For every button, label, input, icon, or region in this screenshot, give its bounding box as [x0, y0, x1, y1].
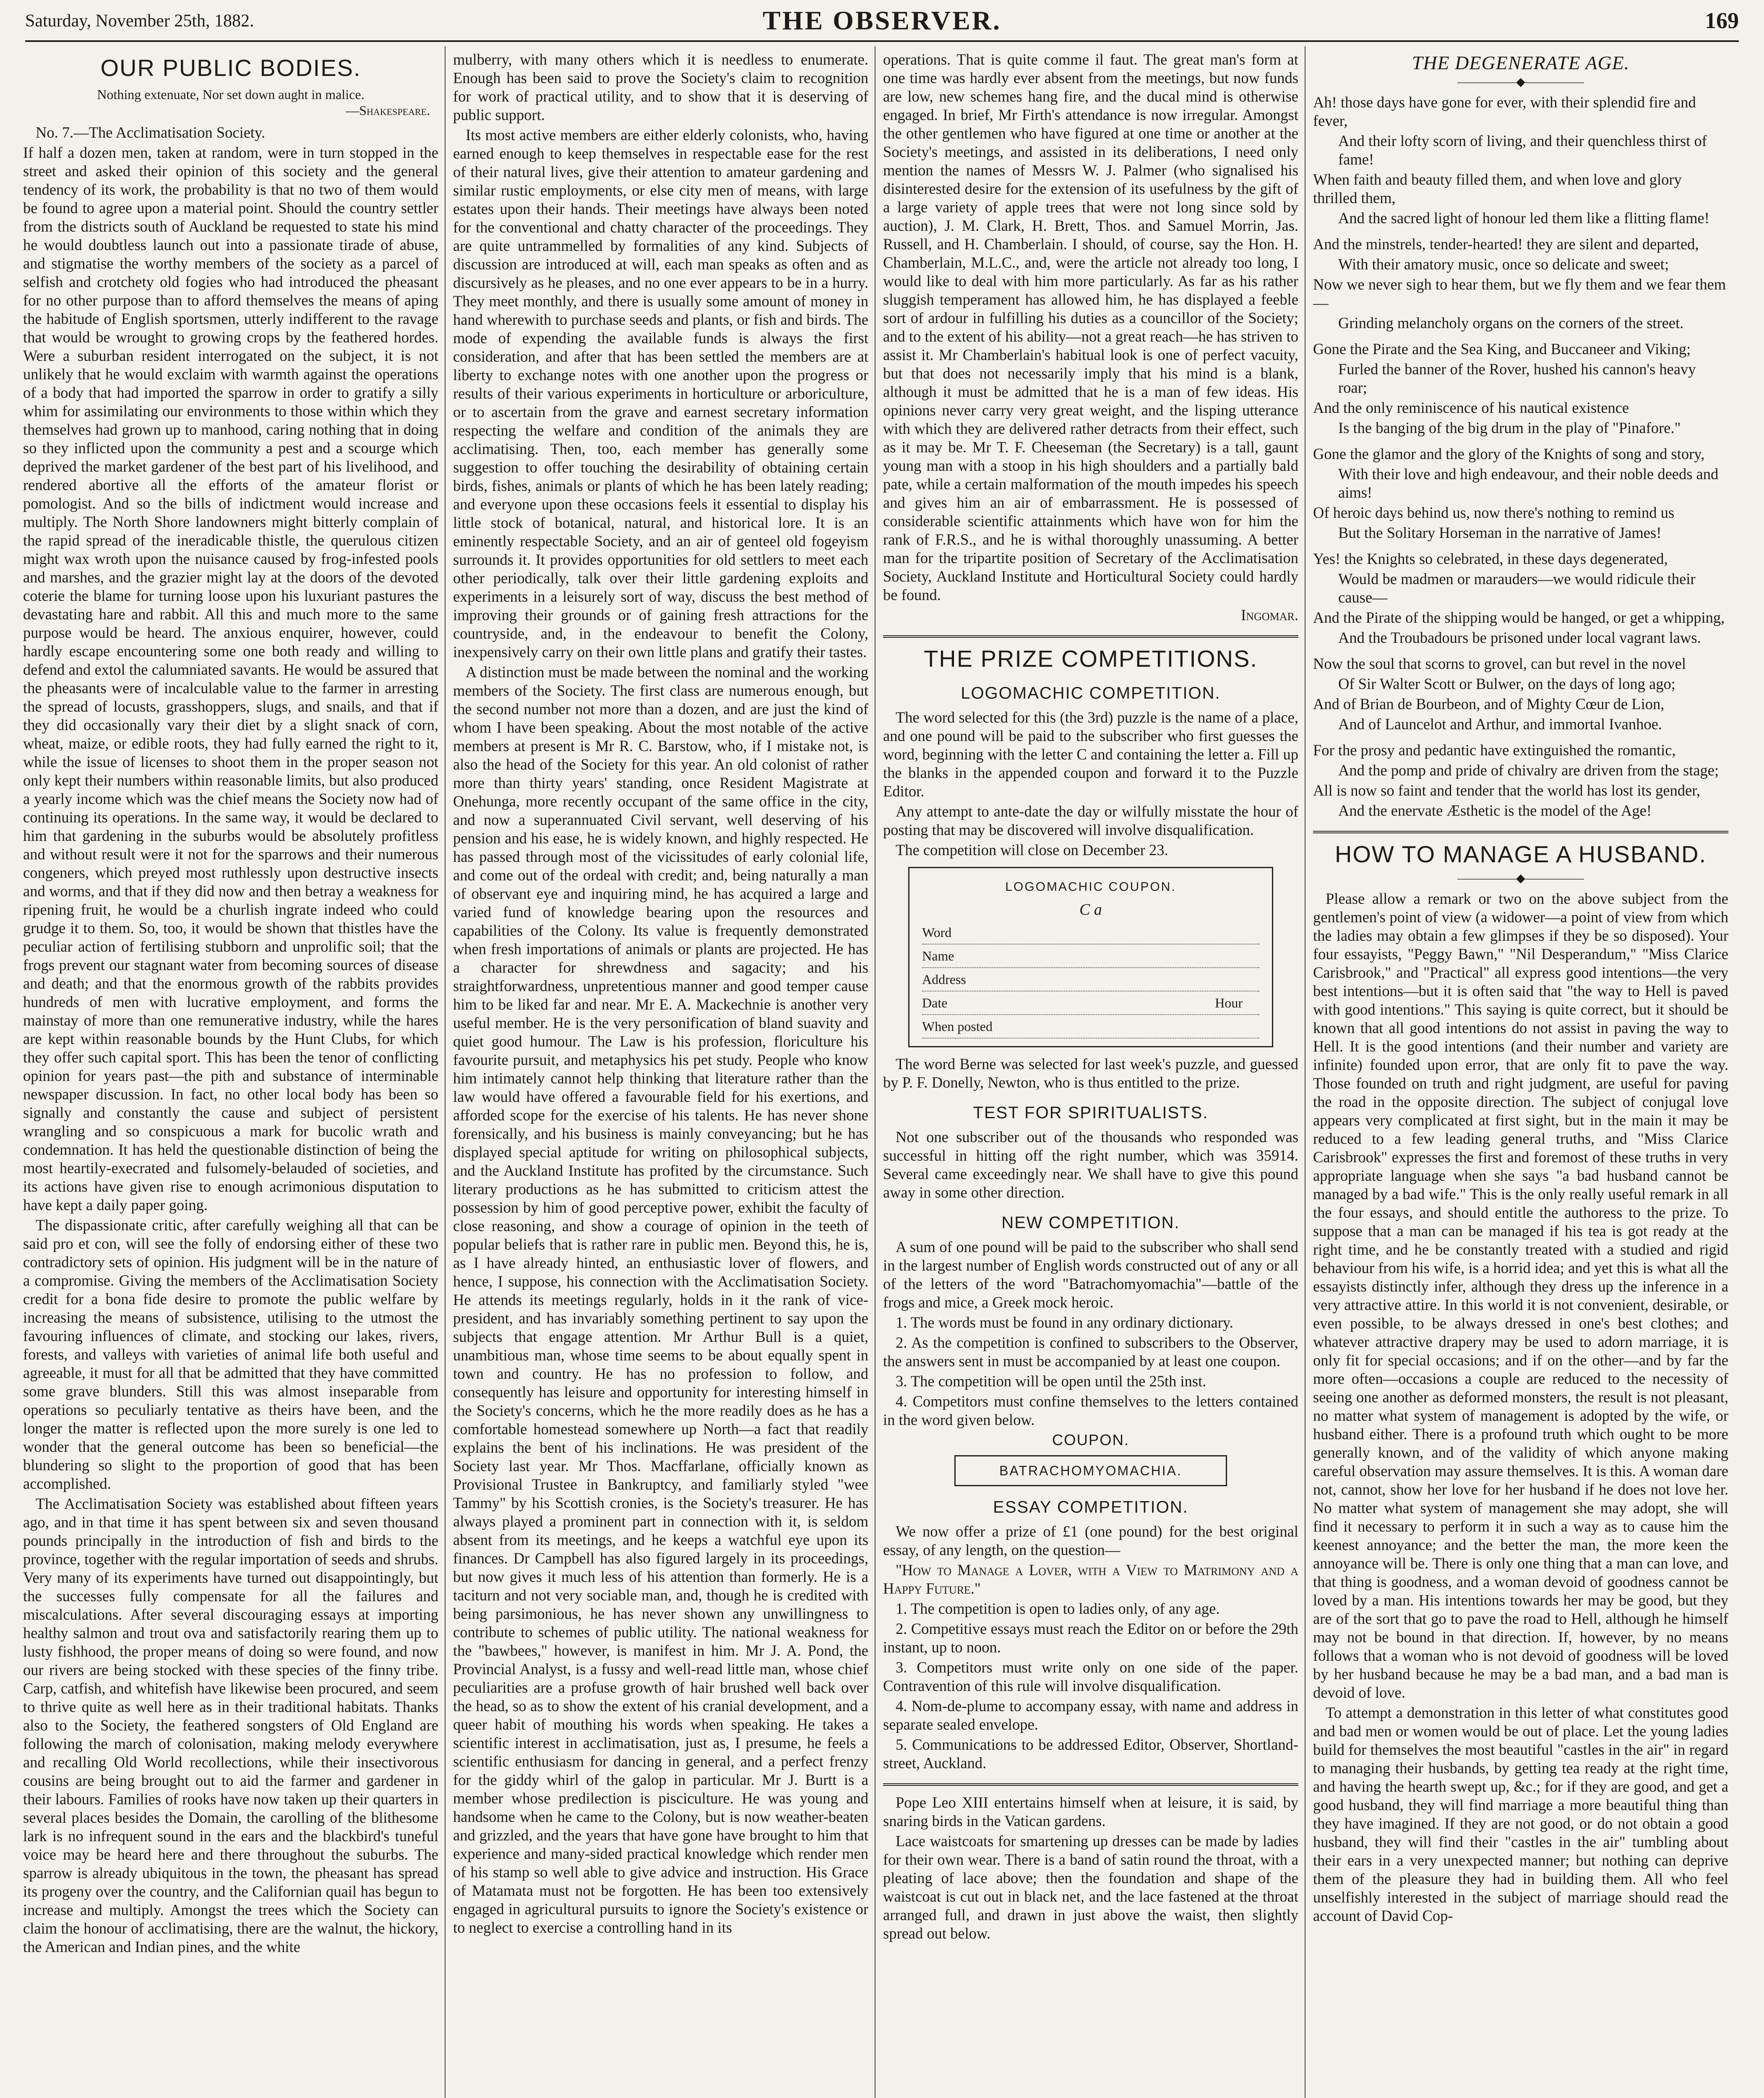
- poem-line: And the Pirate of the shipping would be hanged, or get a whipping,: [1313, 609, 1725, 626]
- coupon-word-line: Word: [922, 921, 1259, 945]
- poem-line: With their love and high endeavour, and their noble deeds and aims!: [1338, 465, 1719, 501]
- poem-line: Of heroic days behind us, now there's nothing to remind us: [1313, 504, 1675, 521]
- logomachic-coupon: [908, 867, 1273, 1047]
- poem-line: Furled the banner of the Rover, hushed his cannon's heavy roar;: [1338, 360, 1696, 396]
- poem-line: Would be madmen or marauders—we would ridicule their cause—: [1338, 570, 1696, 606]
- section-rule: [1313, 831, 1728, 833]
- paragraph: Pope Leo XIII entertains himself when at leisure, it is said, by snaring birds in the Vatican gardens.: [883, 1794, 1298, 1829]
- poem-line: For the prosy and pedantic have extinguished the romantic,: [1313, 741, 1676, 759]
- poem-line: And the only reminiscence of his nautical existence: [1313, 399, 1629, 416]
- paragraph: Please allow a remark or two on the above subject from the gentlemen's point of view (a widower—a point of view from which the ladies may obtain a few glimpses if they be so disposed). Your four essayists, "Peggy Bawn," "Nil Desperandum," "Miss Clarice Carisbrook," and "Practical" all express good intentions—the very best intentions—but it is often said that "the way to Hell is paved with good intentions." This saying is quite correct, but it should be known that all good intentions do not assist in paving the way to Hell. It is the good intentions (and their number and variety are infinite) founded upon error, that are only fit to pave the way. Those founded on truth and right judgment, are useful for paving the road in the opposite direction. The subject of conjugal love appears very complicated at first sight, but in the main it may be reduced to a few leading general truths, and "Miss Clarice Carisbrook" expresses the first and foremost of these truths in very appropriate language when she says "a bad husband cannot be managed by a bad wife." This is the only really useful remark in all the four essays, and should entitle the authoress to the prize. To suppose that a man can be managed if his tea is got ready at the right time, and he be constantly treated with a studied and rigid behaviour from his wife, is a horrid idea; and yet this is what all the essayists distinctly infer, although they dress up the inference in a very attractive attire. In this world it is not convenient, desirable, or even possible, to be always dressed in one's best clothes; and whatever attractive drapery may be used to adorn marriage, it is only fit for special occasions; and if on the other—and by far the more often—occasions a couple are reduced to the necessity of seeing one another as deformed monsters, the result is not pleasant, no matter what system of management is adopted by the wife, or husband either. There is a profound truth which ought to be more generally known, and of the validity of which anyone making careful observation may assure themselves. It is this. A woman dare not, cannot, show her love for her husband if he does not love her. No matter what system of management she may adopt, she will find it necessary to perform it in such a way as to cause him the keenest annoyance; and the better the man, the more keen the annoyance will be. There is only one thing that a man can love, and that thing is goodness, and a woman devoid of goodness cannot be loved by a man. His intentions towards her may be good, but they are of the sort that go to pave the road to Hell, although he himself may not be bound in that direction. If, however, by no means follows that a woman who is not devoid of goodness will be loved by her husband because he may be a bad man, and a bad man is devoid of love.: [1313, 890, 1728, 1701]
- spiritualists-heading: TEST FOR SPIRITUALISTS.: [973, 1104, 1209, 1122]
- poem-title: THE DEGENERATE AGE.: [1412, 52, 1630, 73]
- essay-competition-heading: ESSAY COMPETITION.: [993, 1498, 1188, 1516]
- coupon-title: LOGOMACHIC COUPON.: [1005, 880, 1176, 894]
- paragraph: The word Berne was selected for last week's puzzle, and guessed by P. F. Donelly, Newton, who is thus entitled to the prize.: [883, 1055, 1298, 1091]
- column-4: [1313, 50, 1728, 2098]
- poem-line: Now the soul that scorns to grovel, can but revel in the novel: [1313, 655, 1686, 672]
- poem-line: Gone the Pirate and the Sea King, and Buccaneer and Viking;: [1313, 340, 1691, 357]
- poem-line: And the enervate Æsthetic is the model of the Age!: [1338, 802, 1652, 819]
- issue-date: Saturday, November 25th, 1882.: [25, 11, 254, 31]
- coupon-label: COUPON.: [1052, 1431, 1130, 1448]
- husband-article-heading: HOW TO MANAGE A HUSBAND.: [1334, 841, 1707, 867]
- section-rule: [883, 635, 1298, 638]
- paragraph: The competition will close on December 23.: [896, 841, 1168, 859]
- paragraph: Not one subscriber out of the thousands who responded was successful in hitting off the right number, which was 35914. Several came exceedingly near. We shall have to give this pound away in some other direction.: [883, 1128, 1298, 1201]
- paragraph: To attempt a demonstration in this letter of what constitutes good and bad men or women would be out of place. Let the young ladies build for themselves the most beautiful "castles in the air" in regard to managing their husbands, by getting tea ready at the right time, and having the hearth swept up, &c.; for if they are good, and get a good husband, they will find marriage a more beautiful thing than they have imagined. If they are not good, or do not obtain a good husband, they will find their "castles in the air" tumbling about their ears in a very unexpected manner; but nothing can deprive them of the pleasure they had in building them. All who feel unselfishly interested in the subject of marriage should read the account of David Cop-: [1313, 1704, 1728, 1924]
- newspaper-title: THE OBSERVER.: [763, 5, 1001, 35]
- epigraph-text: Nothing extenuate, Nor set down aught in malice.: [97, 87, 365, 102]
- article-signature: Ingomar.: [1241, 606, 1298, 624]
- masthead-rule: [25, 40, 1739, 42]
- poem-line: Gone the glamor and the glory of the Knights of song and story,: [1313, 445, 1705, 462]
- paragraph: The Acclimatisation Society was established about fifteen years ago, and in that time it has spent between six and seven thousand pounds principally in the introduction of fish and birds to the province, together with the regular importation of seeds and shrubs. Very many of its experiments have turned out disappointingly, but the successes fully compensate for all the failures and miscalculations. After several discouraging essays at importing healthy salmon and trout ova and satisfactorily rearing them up to lusty fishhood, the proper means of doing so were found, and now our rivers are being stocked with these species of the finny tribe. Carp, catfish, and whitefish have likewise been procured, and seem to thrive quite as well here as in their traditional habitats. Thanks also to the Society, the feathered songsters of Old England are following the march of colonisation, making melody everywhere and recalling Old World recollections, while their insectivorous cousins are being brought out to aid the farmer and gardener in their labours. Families of rooks have now taken up their quarters in several places besides the Domain, the carolling of the blithesome lark is no infrequent sound in the ears and the blackbird's tuneful voice may be heard here and there throughout the suburbs. The sparrow is already ubiquitous in the town, the pheasant has spread its progeny over the country, and the Californian quail has begun to increase and multiply. Amongst the trees which the Society can claim the honour of acclimatising, there are the walnut, the hickory, the American and Indian pines, and the white: [23, 1495, 438, 1955]
- coupon-hour-label: Hour: [1215, 995, 1243, 1010]
- coupon-address-line: Address: [922, 968, 1259, 992]
- paragraph: A sum of one pound will be paid to the subscriber who shall send in the largest number of English words constructed out of any or all of the letters of the word "Batrachomyomachia"—battle of the frogs and mice, a Greek mock heroic.: [883, 1238, 1298, 1311]
- rule-item: 3. Competitors must write only on one side of the paper. Contravention of this rule will involve disqualification.: [883, 1659, 1298, 1694]
- coupon-date-label: Date: [922, 995, 948, 1010]
- paragraph: mulberry, with many others which it is needless to enumerate. Enough has been said to prove the Society's claim to recognition for work of practical utility, and to show that it is deserving of public support.: [453, 51, 868, 123]
- poem-line: Ah! those days have gone for ever, with their splendid fire and fever,: [1313, 94, 1696, 129]
- poem-line: Now we never sigh to hear them, but we fly them and we fear them—: [1313, 276, 1726, 311]
- column-divider: [445, 46, 446, 2098]
- poem-line: Yes! the Knights so celebrated, in these days degenerated,: [1313, 550, 1668, 567]
- ornament-rule: —————◆—————: [1457, 76, 1584, 89]
- poem-line: All is now so faint and tender that the world has lost its gender,: [1313, 782, 1701, 799]
- paragraph: We now offer a prize of £1 (one pound) for the best original essay, of any length, on the question—: [883, 1523, 1298, 1558]
- paragraph: A distinction must be made between the nominal and the working members of the Society. The first class are numerous enough, but the second number not more than a dozen, and are just the kind of whom I have been speaking. About the most notable of the active members at present is Mr R. C. Barstow, who, if I mistake not, is also the head of the Society for this year. An old colonist of rather more than thirty years' standing, once Resident Magistrate at Onehunga, more recently occupant of the same office in the city, and now a superannuated Civil servant, well deserving of his pension and his ease, he is widely known, and highly respected. He has passed through most of the vicissitudes of early colonial life, and come out of the ordeal with credit; and, being naturally a man of observant eye and inquiring mind, he has acquired a large and varied fund of knowledge bearing upon the resources and capabilities of the Colony. Its value is frequently demonstrated when fresh importations of animals or plants are projected. He has a character for shrewdness and sagacity; and his straightforwardness, unpretentious manner and good temper cause him to be liked far and near. Mr E. A. Mackechnie is another very useful member. He is the very personification of bland suavity and quiet good humour. The Law is his profession, floriculture his favourite pursuit, and metaphysics his pet study. People who know him intimately cannot help thinking that literature rather than the law would have offered a favourable field for his exertions, and afforded scope for the exercise of his talents. He has never shone forensically, and his business is mainly conveyancing; but he has displayed special aptitude for writing on philosophical subjects, and the Auckland Institute has profited by the circumstance. Such literary productions as he has submitted to criticism attest the possession by him of good perceptive power, exhibit the faculty of close reasoning, and show a courage of opinion in the teeth of popular beliefs that is rather rare in public men. Beyond this, he is, as I have already hinted, an enthusiastic lover of flowers, and hence, I suppose, his connection with the Acclimatisation Society. He attends its meetings regularly, holds in it the rank of vice-president, and has invariably something pertinent to say upon the subjects that engage attention. Mr Arthur Bull is a quiet, unambitious man, whose time seems to be about equally spent in town and country. He has no profession to follow, and consequently has leisure and opportunity for interesting himself in the Society's concerns, which he the more readily does as he has a comfortable homestead somewhere up North—a fact that readily explains the bent of his inclinations. He was president of the Society last year. Mr Thos. Macffarlane, officially known as Provisional Trustee in Bankruptcy, and familiarly styled "wee Tammy" by his Scottish cronies, is the Society's treasurer. He has always played a prominent part in connection with it, is seldom absent from its meetings, and he keeps a watchful eye upon its finances. Dr Campbell has also figured largely in its proceedings, but now gives it much less of his attention than formerly. He is a taciturn and not very sociable man, and, though he is credited with being parsimonious, he has never shown any unwillingness to contribute to schemes of public utility. The national weakness for the "bawbees," however, is manifest in him. Mr J. A. Pond, the Provincial Analyst, is a fussy and well-read little man, whose chief peculiarities are a profuse growth of hair brushed well back over the head, so as to show the extent of his cranial development, and a queer habit of mouthing his words when speaking. He takes a scientific interest in acclimatisation, just as, I presume, he feels a scientific enthusiasm for dancing in general, and a perfect frenzy for the giddy whirl of the galop in particular. Mr J. Burtt is a member whose predilection is pisciculture. He was young and handsome when he came to the Colony, but is now weather-beaten and grizzled, and the years that have gone have brought to him that experience and many-sided practical knowledge which render men of his stamp so well able to give advice and instruction. His Grace of Matamata must not be forgotten. He has been too extensively engaged in agricultural pursuits to ignore the Society's existence or to neglect to exercise a controlling hand in its: [453, 663, 868, 1936]
- poem-line: And the pomp and pride of chivalry are driven from the stage;: [1338, 762, 1719, 779]
- poem-line: And the minstrels, tender-hearted! they are silent and departed,: [1313, 235, 1699, 253]
- column-1: [23, 50, 438, 2098]
- article-subhead: No. 7.—The Acclimatisation Society.: [36, 124, 266, 141]
- poem-line: When faith and beauty filled them, and when love and glory thrilled them,: [1313, 171, 1682, 206]
- new-competition-heading: NEW COMPETITION.: [1001, 1213, 1180, 1232]
- rule-item: 5. Communications to be addressed Editor, Observer, Shortland-street, Auckland.: [883, 1736, 1298, 1772]
- section-rule: [883, 1783, 1298, 1786]
- rule-item: 4. Nom-de-plume to accompany essay, with name and address in separate sealed envelope.: [883, 1697, 1298, 1733]
- paragraph: If half a dozen men, taken at random, were in turn stopped in the street and asked their opinion of this society and the general tendency of its work, the probability is that no two of them would be found to agree upon a material point. Should the country settler from the districts south of Auckland be requested to state his mind he would doubtless launch out into a passionate tirade of abuse, and stigmatise the worthy members of the society as a parcel of selfish and crotchety old fogies who had introduced the pheasant for no other purpose than to afford themselves the means of aping the habitude of English sportsmen, utterly indifferent to the ravage that would be wrought to growing crops by the feathered hordes. Were a suburban resident interrogated on the subject, it is not unlikely that he would exclaim with warmth against the operations of a body that had imported the sparrow in order to gratify a silly whim for assimilating our environments to those within which they themselves had grown up to manhood, caring nothing that in doing so they inflicted upon the community a pest and a scourge which deprived the market gardener of the best part of his livelihood, and rendered abortive all the efforts of the amateur florist or pomologist. And so the bills of indictment would increase and multiply. The North Shore landowners might bitterly complain of the rapid spread of the ineradicable thistle, the querulous citizen might wax wroth upon the nuisance caused by frog-infested pools and marshes, and the grazier might lay at the doors of the devoted coterie the blame for turning loose upon his luxuriant pastures the devastating hare and rabbit. All this and much more to the same purpose would be heard. The anxious enquirer, however, could hardly escape encountering some one both ready and willing to defend and extol the calumniated savants. He would be assured that the pheasants were of incalculable value to the farmer in arresting the spread of locusts, grasshoppers, slugs, and snails, and that if they did occasionally vary their diet by a slight snack of corn, wheat, maize, or edible roots, they had fully earned the right to it, while the issue of licenses to shoot them in the proper season not only kept their numbers within reasonable limits, but also produced a yearly income which was the chief means the Society now had of continuing its operations. In the same way, it would be declared to him that gardening in the suburbs would be absolutely profitless and without result were it not for the sparrows and their numerous congeners, which preyed most ruthlessly upon destructive insects and worms, and that if they did now and then betray a weakness for ripening fruit, he would be a churlish ingrate indeed who could grudge it to them. So, too, it would be shown that thistles have the peculiar action of fertilising stubborn and unprolific soil; that the frogs prevent our stagnant water from becoming sources of disease and death; and that the enormous growth of the rabbits provides hundreds of men with lucrative employment, and forms the mainstay of more than one remunerative industry, while the hares are kept within reasonable bounds by the Hunt Clubs, for which they offer such capital sport. This has been the tenor of conflicting opinion for years past—the pith and substance of interminable newspaper discussion. In fact, no other local body has been so signally and constantly the cause and subject of persistent wrangling and so conspicuous a mark for bucolic wrath and condemnation. It has held the questionable distinction of being the most heartily-execrated and fulsomely-belauded of societies, and its actions have given rise to enough acrimonious disputation to have kept a daily paper going.: [23, 144, 438, 1213]
- poem-line: But the Solitary Horseman in the narrative of James!: [1338, 524, 1662, 541]
- poem-line: Is the banging of the big drum in the play of "Pinafore.": [1338, 419, 1681, 436]
- column-3: [883, 50, 1298, 2098]
- rule-item: 3. The competition will be open until the 25th inst.: [896, 1373, 1206, 1390]
- prize-competitions-heading: THE PRIZE COMPETITIONS.: [924, 645, 1258, 672]
- poem-line: And of Launcelot and Arthur, and immortal Ivanhoe.: [1338, 715, 1662, 733]
- column-2: [453, 50, 868, 2098]
- epigraph-attribution: —Shakespeare.: [346, 103, 430, 118]
- essay-question: "How to Manage a Lover, with a View to Matrimony and a Happy Future.": [883, 1561, 1298, 1597]
- paragraph: Lace waistcoats for smartening up dresses can be made by ladies for their own wear. There is a band of satin round the throat, with a pleating of lace above; then the foundation and shape of the waistcoat is cut out in black net, and the lace fastened at the throat arranged full, and drawn in just above the waist, then slightly spread out below.: [883, 1832, 1298, 1942]
- poem-line: Of Sir Walter Scott or Bulwer, on the days of long ago;: [1338, 675, 1675, 692]
- page-number: 169: [1705, 8, 1739, 33]
- paragraph: The dispassionate critic, after carefully weighing all that can be said pro et con, will see the folly of endorsing either of these two contradictory sets of opinion. His judgment will be in the nature of a compromise. Giving the members of the Acclimatisation Society credit for a bona fide desire to promote the public welfare by increasing the means of subsistence, utilising to the utmost the favouring influences of climate, and stocking our lakes, rivers, forests, and valleys with varieties of animal life both useful and agreeable, it must for all that be admitted that they have committed some grave blunders. Still this was almost inseparable from operations so peculiarly tentative as theirs have been, and the longer the matter is reflected upon the more surely is one led to wonder that the general outcome has been so beneficial—the blundering so slight to the proportion of good that has been accomplished.: [23, 1216, 438, 1492]
- coupon-letters: C a: [1079, 901, 1102, 919]
- paragraph: The word selected for this (the 3rd) puzzle is the name of a place, and one pound will be paid to the subscriber who first guesses the word, beginning with the letter C and containing the letter a. Fill up the blanks in the appended coupon and forward it to the Puzzle Editor.: [883, 709, 1298, 800]
- rule-item: 1. The competition is open to ladies only, of any age.: [896, 1600, 1220, 1617]
- rule-item: 4. Competitors must confine themselves to the letters contained in the word given below.: [883, 1393, 1298, 1428]
- batrachomyomachia-coupon: BATRACHOMYOMACHIA.: [954, 1455, 1227, 1486]
- poem-line: With their amatory music, once so delicate and sweet;: [1338, 256, 1669, 273]
- paragraph: Its most active members are either elderly colonists, who, having earned enough to keep themselves in respectable ease for the rest of their natural lives, give their attention to amateur gardening and similar rustic employments, or else city men of means, with large estates upon their hands. Their meetings have always been noted for the conventional and chatty character of the proceedings. They are quite untrammelled by formalities of any kind. Subjects of discussion are introduced at will, each man speaks as often and as discursively as he pleases, and no one ever appears to be in a hurry. They meet monthly, and there is usually some amount of money in hand wherewith to purchase seeds and plants, or fish and birds. The mode of expending the available funds is always the first consideration, and after that has been settled the members are at liberty to exchange notes with one another upon the progress or results of their various experiments in horticulture or arboriculture, or to ascertain from the grave and earnest secretary information respecting the welfare and condition of the animals they are acclimatising. Then, too, each member has generally some suggestion to offer touching the desirability of obtaining certain birds, fishes, animals or plants of which he has been lately reading; and everyone upon these occasions feels it essential to display his little stock of botanical, natural, and historical lore. It is an eminently respectable Society, and an air of genteel old fogeyism surrounds it. It provides opportunities for old settlers to meet each other periodically, talk over their little gardening exploits and experiments in a leisurely sort of way, discuss the best method of improving their grounds or of gaining fresh attractions for the countryside, and, in the endeavour to benefit the Colony, inexpensively carry on their own little plans and gratify their tastes.: [453, 126, 868, 660]
- coupon-name-line: Name: [922, 945, 1259, 968]
- poem-line: And of Brian de Bourbeon, and of Mighty Cœur de Lion,: [1313, 695, 1665, 712]
- poem-line: And the Troubadours be prisoned under local vagrant laws.: [1338, 629, 1701, 646]
- coupon-posted-line: When posted: [922, 1015, 1259, 1039]
- paragraph: Any attempt to ante-date the day or wilfully misstate the hour of posting that may be discovered will involve disqualification.: [883, 803, 1298, 838]
- poem-line: Grinding melancholy organs on the corners of the street.: [1338, 314, 1684, 331]
- epigraph: [23, 86, 438, 118]
- coupon-date-hour-line: [922, 992, 1259, 1015]
- rule-item: 2. Competitive essays must reach the Editor on or before the 29th instant, up to noon.: [883, 1620, 1298, 1656]
- poem-line: And the sacred light of honour led them like a flitting flame!: [1338, 209, 1709, 227]
- ornament-rule: —————◆—————: [1457, 872, 1584, 885]
- rule-item: 1. The words must be found in any ordinary dictionary.: [896, 1314, 1233, 1331]
- poem-line: And their lofty scorn of living, and their quenchless thirst of fame!: [1338, 132, 1707, 168]
- article-heading-public-bodies: OUR PUBLIC BODIES.: [100, 55, 361, 81]
- masthead: [25, 4, 1739, 34]
- logomachic-heading: LOGOMACHIC COMPETITION.: [961, 684, 1221, 702]
- rule-item: 2. As the competition is confined to subscribers to the Observer, the answers sent in must be accompanied by at least one coupon.: [883, 1334, 1298, 1370]
- paragraph: operations. That is quite comme il faut. The great man's form at one time was hardly ever absent from the meetings, but now funds are low, new schemes hang fire, and the ducal mind is otherwise engaged. In brief, Mr Firth's attendance is now irregular. Amongst the other gentlemen who have figured at one time or another at the Society's meetings, and assisted in its deliberations, I need only mention the names of Messrs W. J. Palmer (who signalised his disinterested desire for the extension of its usefulness by the gift of a large variety of apple trees that were not long since sold by auction), J. M. Clark, H. Brett, Thos. and Samuel Morrin, Jas. Russell, and H. Chamberlain. I should, of course, say the Hon. H. Chamberlain, M.L.C., and, were the article not already too long, I would like to deal with him more particularly. As far as his rather sluggish temperament has allowed him, he has displayed a feeble sort of ardour in fulfilling his duties as a councillor of the Society; and to the extent of his ability—not a great reach—he has striven to assist it. Mr Chamberlain's habitual look is one of perfect vacuity, but that does not necessarily imply that his mind is a blank, although it must be admitted that he is a man of few ideas. His opinions never carry very great weight, and the lisping utterance with which they are delivered rather detracts from their effect, such as it may be. Mr T. F. Cheeseman (the Secretary) is a tall, gaunt young man with a stoop in his high shoulders and a partially bald pate, while a certain malformation of the mouth impedes his speech and gives him an air of embarrassment. He is possessed of considerable scientific attainments which have won for him the rank of F.R.S., and he is withal thoroughly unassuming. A better man for the tripartite position of Secretary of the Acclimatisation Society, Auckland Institute and Horticultural Society could hardly be found.: [883, 51, 1298, 603]
